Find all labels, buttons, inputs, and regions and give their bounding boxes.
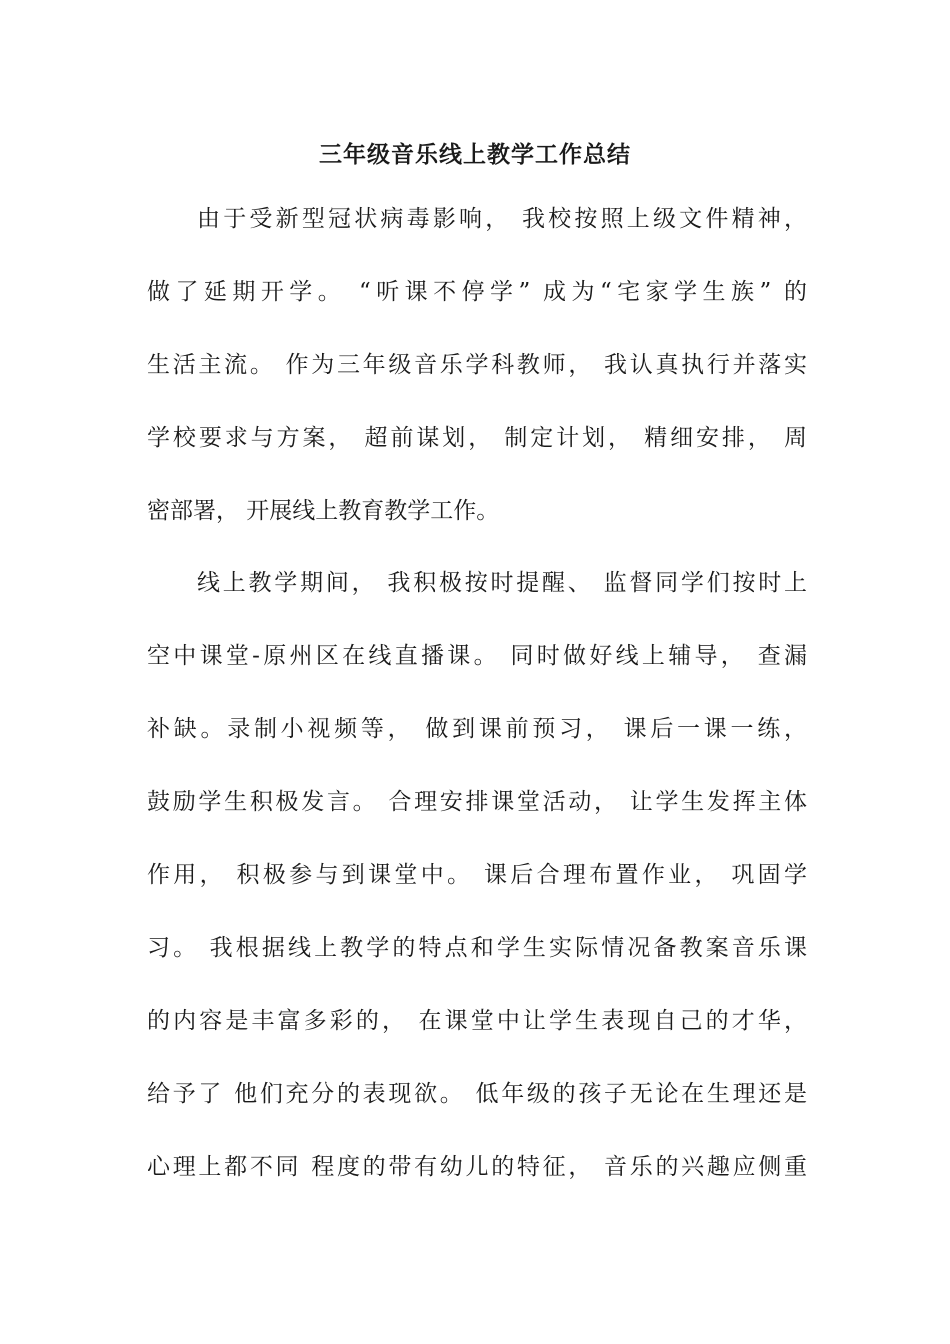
paragraph-2-line-9: 心理上都不同 程度的带有幼儿的特征， 音乐的兴趣应侧重	[147, 1154, 807, 1180]
paragraph-1-line-1: 由于受新型冠状病毒影响， 我校按照上级文件精神，	[197, 206, 807, 232]
paragraph-2-line-7: 的内容是丰富多彩的， 在课堂中让学生表现自己的才华，	[147, 1008, 807, 1034]
paragraph-2-line-4: 鼓励学生积极发言。 合理安排课堂活动， 让学生发挥主体	[147, 789, 807, 815]
paragraph-2-line-8: 给予了 他们充分的表现欲。 低年级的孩子无论在生理还是	[147, 1081, 807, 1107]
document-title: 三年级音乐线上教学工作总结	[319, 141, 631, 168]
paragraph-2-line-1: 线上教学期间， 我积极按时提醒、 监督同学们按时上	[197, 570, 807, 596]
paragraph-1-line-4: 学校要求与方案， 超前谋划， 制定计划， 精细安排， 周	[147, 425, 807, 451]
paragraph-2-line-3: 补缺。录制小视频等， 做到课前预习， 课后一课一练，	[147, 716, 807, 742]
paragraph-2-line-6: 习。 我根据线上教学的特点和学生实际情况备教案音乐课	[147, 935, 807, 961]
paragraph-1-line-2: 做了延期开学。 “听课不停学” 成为“宅家学生族” 的	[147, 279, 807, 305]
paragraph-2-line-2: 空中课堂-原州区在线直播课。 同时做好线上辅导， 查漏	[147, 643, 807, 669]
paragraph-2-line-5: 作用， 积极参与到课堂中。 课后合理布置作业， 巩固学	[147, 862, 807, 888]
paragraph-1-line-5: 密部署， 开展线上教育教学工作。	[147, 498, 500, 524]
paragraph-1-line-3: 生活主流。 作为三年级音乐学科教师， 我认真执行并落实	[147, 352, 807, 378]
